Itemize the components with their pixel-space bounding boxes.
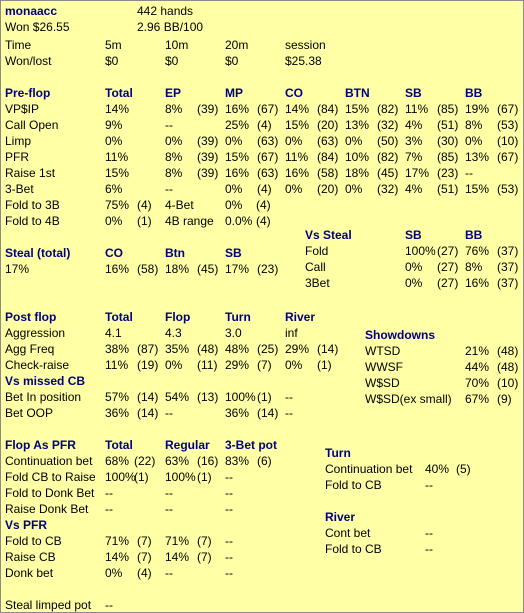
preflop-row-cell: (4) (257, 118, 272, 132)
time-20m: 20m (225, 38, 249, 52)
postflop-row-cell: 0% (165, 358, 183, 372)
fold-to-4b-label: Fold to 4B (5, 214, 60, 228)
steal-limped-pot-value: -- (105, 598, 113, 612)
vs-steal-row-cell: (37) (497, 244, 519, 258)
steal-col-co: CO (105, 246, 123, 260)
preflop-row-label: Raise 1st (5, 166, 56, 180)
flop-pfr-row-cell: (1) (134, 470, 149, 484)
preflop-row-cell: 9% (105, 118, 123, 132)
vs-steal-col-sb: SB (405, 228, 422, 242)
preflop-row-cell: 0% (465, 134, 483, 148)
fold-to-4b-value: 0% (105, 214, 123, 228)
river-row-cell: -- (425, 542, 433, 556)
preflop-row-cell: 15% (285, 118, 310, 132)
showdown-row-label: WTSD (365, 344, 401, 358)
four-bet-range-value: 0.0% (225, 214, 253, 228)
preflop-row-cell: (20) (317, 118, 339, 132)
preflop-row-cell: 8% (165, 150, 183, 164)
vs-steal-row-cell: 100% (405, 244, 436, 258)
vs-pfr-row-cell: (7) (197, 550, 212, 564)
vs-pfr-row-cell: -- (225, 566, 233, 580)
preflop-row-cell: 11% (405, 102, 429, 116)
flop-pfr-row-cell: -- (225, 470, 233, 484)
vs-pfr-row-label: Fold to CB (5, 534, 62, 548)
fold-to-3b-value: 75% (105, 198, 130, 212)
showdown-row-label: W$SD (365, 376, 400, 390)
preflop-row-cell: (53) (497, 182, 519, 196)
turn-row-cell: 40% (425, 462, 450, 476)
flop-pfr-row-cell: -- (105, 502, 113, 516)
vs-steal-row-cell: (27) (437, 276, 459, 290)
steal-col-sb: SB (225, 246, 242, 260)
preflop-row-cell: -- (465, 166, 473, 180)
preflop-row-cell: 18% (345, 166, 370, 180)
preflop-row-cell: (58) (317, 166, 339, 180)
preflop-row-cell: (45) (377, 166, 399, 180)
preflop-row-cell: 19% (465, 102, 490, 116)
preflop-row-cell: 3% (405, 134, 423, 148)
vs-steal-col-bb: BB (465, 228, 483, 242)
preflop-row-cell: (82) (377, 102, 399, 116)
preflop-row-cell: (84) (317, 150, 339, 164)
preflop-row-cell: (10) (497, 134, 519, 148)
fold-to-3b-count: (4) (137, 198, 152, 212)
postflop-row-cell: (87) (137, 342, 159, 356)
turn-row-cell: (5) (456, 462, 471, 476)
postflop-row-cell: 38% (105, 342, 130, 356)
turn-row-label: Continuation bet (325, 462, 413, 476)
steal-col-btn: Btn (165, 246, 185, 260)
preflop-row-cell: 11% (285, 150, 309, 164)
flop-pfr-row-label: Fold to Donk Bet (5, 486, 95, 500)
preflop-row-cell: (84) (317, 102, 339, 116)
vs-steal-row-cell: (27) (437, 260, 459, 274)
missed-cb-row-cell: 100% (225, 390, 256, 404)
postflop-row-cell: (25) (257, 342, 279, 356)
postflop-col-total: Total (105, 310, 133, 324)
vs-steal-row-label: Call (305, 260, 326, 274)
postflop-header: Post flop (5, 310, 57, 324)
showdown-row-cell: (48) (497, 344, 519, 358)
turn-row-label: Fold to CB (325, 478, 382, 492)
postflop-row-cell: 0% (285, 358, 303, 372)
showdown-row-cell: (9) (497, 392, 512, 406)
preflop-row-cell: (20) (317, 182, 339, 196)
preflop-row-cell: -- (165, 182, 173, 196)
postflop-row-label: Check-raise (5, 358, 70, 372)
flop-pfr-row-cell: -- (225, 486, 233, 500)
preflop-header: Pre-flop (5, 86, 51, 100)
preflop-row-cell: 16% (285, 166, 310, 180)
preflop-row-cell: 0% (285, 134, 303, 148)
vs-pfr-row-cell: 71% (165, 534, 190, 548)
preflop-row-cell: (39) (197, 134, 219, 148)
preflop-row-cell: 10% (345, 150, 370, 164)
steal-total-header: Steal (total) (5, 246, 71, 260)
wonlost-label: Won/lost (5, 54, 52, 68)
river-row-cell: -- (425, 526, 433, 540)
showdown-row-cell: 21% (465, 344, 490, 358)
preflop-row-cell: 0% (345, 182, 363, 196)
river-row-label: Cont bet (325, 526, 371, 540)
missed-cb-row-cell: (14) (137, 390, 159, 404)
preflop-row-cell: 4% (405, 182, 423, 196)
preflop-row-cell: 8% (465, 118, 483, 132)
vs-pfr-row-cell: 14% (165, 550, 190, 564)
flop-pfr-row-cell: -- (165, 486, 173, 500)
preflop-col-total: Total (105, 86, 133, 100)
vs-steal-row-cell: 0% (405, 276, 423, 290)
postflop-row-cell: inf (285, 326, 298, 340)
preflop-row-cell: 14% (285, 102, 310, 116)
preflop-row-cell: (32) (377, 182, 399, 196)
flop-pfr-row-cell: -- (165, 502, 173, 516)
vs-steal-row-label: 3Bet (305, 276, 330, 290)
missed-cb-row-cell: (1) (257, 390, 272, 404)
postflop-row-cell: (14) (317, 342, 339, 356)
turn-row-cell: -- (425, 478, 433, 492)
flop-pfr-row-label: Raise Donk Bet (5, 502, 89, 516)
preflop-col-mp: MP (225, 86, 243, 100)
preflop-row-cell: (30) (437, 134, 459, 148)
flop-pfr-header: Flop As PFR (5, 438, 76, 452)
river-header: River (325, 510, 356, 524)
preflop-row-cell: 0% (225, 134, 243, 148)
steal-co-count: (58) (137, 262, 159, 276)
postflop-row-cell: 48% (225, 342, 250, 356)
preflop-row-cell: 4% (405, 118, 423, 132)
preflop-row-cell: (63) (257, 166, 279, 180)
flop-pfr-row-cell: -- (225, 502, 233, 516)
preflop-row-cell: 6% (105, 182, 123, 196)
preflop-row-cell: (67) (257, 150, 279, 164)
missed-cb-row-cell: 54% (165, 390, 190, 404)
vs-steal-row-cell: 8% (465, 260, 483, 274)
postflop-row-cell: 29% (285, 342, 310, 356)
vs-pfr-row-cell: -- (165, 566, 173, 580)
preflop-row-cell: 15% (345, 102, 370, 116)
time-10m: 10m (165, 38, 189, 52)
preflop-row-cell: (23) (437, 166, 459, 180)
postflop-row-cell: 29% (225, 358, 250, 372)
steal-btn-value: 18% (165, 262, 190, 276)
preflop-row-cell: (85) (437, 102, 459, 116)
fold-to-3b-label: Fold to 3B (5, 198, 60, 212)
flop-pfr-row-label: Fold CB to Raise (5, 470, 96, 484)
vs-pfr-row-label: Raise CB (5, 550, 56, 564)
flop-pfr-row-cell: (6) (257, 454, 272, 468)
flop-pfr-row-cell: 68% (105, 454, 130, 468)
missed-cb-row-cell: -- (285, 390, 293, 404)
four-bet-range-label: 4B range (165, 214, 214, 228)
flop-pfr-col-regular: Regular (165, 438, 210, 452)
river-row-label: Fold to CB (325, 542, 382, 556)
preflop-row-cell: (53) (497, 118, 519, 132)
steal-total-value: 17% (5, 262, 30, 276)
vs-pfr-row-label: Donk bet (5, 566, 54, 580)
fold-to-4b-count: (1) (137, 214, 152, 228)
time-label: Time (5, 38, 32, 52)
preflop-row-cell: (32) (377, 118, 399, 132)
vs-steal-row-cell: 76% (465, 244, 490, 258)
preflop-row-cell: (63) (317, 134, 339, 148)
steal-limped-pot-label: Steal limped pot (5, 598, 92, 612)
preflop-row-label: Limp (5, 134, 32, 148)
vs-steal-row-cell: (37) (497, 276, 519, 290)
preflop-row-cell: (51) (437, 118, 459, 132)
preflop-row-cell: 0% (165, 134, 183, 148)
vs-pfr-row-cell: (7) (137, 534, 152, 548)
postflop-row-cell: 4.3 (165, 326, 182, 340)
preflop-row-cell: (39) (197, 150, 219, 164)
postflop-row-label: Aggression (5, 326, 66, 340)
showdown-row-cell: 70% (465, 376, 490, 390)
vs-pfr-row-cell: (7) (137, 550, 152, 564)
preflop-row-cell: 13% (465, 150, 490, 164)
showdown-row-label: W$SD(ex small) (365, 392, 452, 406)
four-bet-count: (4) (256, 198, 271, 212)
preflop-row-cell: 0% (105, 134, 123, 148)
postflop-row-cell: 11% (105, 358, 129, 372)
preflop-row-cell: 8% (165, 166, 183, 180)
preflop-row-cell: (67) (497, 102, 519, 116)
preflop-col-sb: SB (405, 86, 422, 100)
missed-cb-row-cell: -- (165, 406, 173, 420)
preflop-col-ep: EP (165, 86, 182, 100)
preflop-row-cell: (67) (497, 150, 519, 164)
showdown-row-cell: (10) (497, 376, 519, 390)
vs-steal-row-cell: (27) (437, 244, 459, 258)
four-bet-value: 0% (225, 198, 243, 212)
missed-cb-row-cell: (14) (257, 406, 279, 420)
wonlost-10m: $0 (165, 54, 179, 68)
postflop-col-turn: Turn (225, 310, 251, 324)
player-name: monaacc (5, 4, 58, 18)
preflop-row-cell: 16% (225, 102, 250, 116)
missed-cb-row-cell: (13) (197, 390, 219, 404)
preflop-row-label: PFR (5, 150, 29, 164)
preflop-row-cell: 14% (105, 102, 130, 116)
flop-pfr-col-3bet-pot: 3-Bet pot (225, 438, 277, 452)
steal-co-value: 16% (105, 262, 130, 276)
preflop-row-cell: (63) (257, 134, 279, 148)
time-5m: 5m (105, 38, 122, 52)
preflop-row-label: Call Open (5, 118, 59, 132)
vs-pfr-row-cell: -- (225, 534, 233, 548)
steal-btn-count: (45) (197, 262, 219, 276)
preflop-col-bb: BB (465, 86, 483, 100)
vs-steal-row-cell: 0% (405, 260, 423, 274)
showdown-row-cell: (48) (497, 360, 519, 374)
preflop-row-cell: 0% (345, 134, 363, 148)
turn-header: Turn (325, 446, 351, 460)
preflop-row-cell: (50) (377, 134, 399, 148)
preflop-row-label: 3-Bet (5, 182, 34, 196)
preflop-row-cell: 0% (225, 182, 243, 196)
showdown-row-label: WWSF (365, 360, 403, 374)
vs-pfr-row-cell: -- (225, 550, 233, 564)
vs-pfr-row-cell: (7) (197, 534, 212, 548)
flop-pfr-row-label: Continuation bet (5, 454, 93, 468)
postflop-row-cell: 35% (165, 342, 190, 356)
flop-pfr-col-total: Total (105, 438, 133, 452)
postflop-row-cell: 3.0 (225, 326, 242, 340)
postflop-row-cell: (48) (197, 342, 219, 356)
missed-cb-row-cell: 36% (225, 406, 250, 420)
vs-missed-cb-header: Vs missed CB (5, 374, 86, 388)
preflop-row-cell: 15% (465, 182, 490, 196)
vs-pfr-row-cell: 14% (105, 550, 130, 564)
postflop-row-label: Agg Freq (5, 342, 55, 356)
vs-steal-row-label: Fold (305, 244, 329, 258)
flop-pfr-row-cell: 100% (165, 470, 196, 484)
vs-pfr-row-cell: 71% (105, 534, 130, 548)
bb-per-100: 2.96 BB/100 (137, 20, 204, 34)
vs-pfr-header: Vs PFR (5, 518, 48, 532)
vs-steal-row-cell: 16% (465, 276, 490, 290)
missed-cb-row-label: Bet OOP (5, 406, 54, 420)
preflop-row-cell: (51) (437, 182, 459, 196)
four-bet-range-count: (4) (256, 214, 271, 228)
showdown-row-cell: 67% (465, 392, 490, 406)
steal-sb-count: (23) (257, 262, 279, 276)
preflop-row-label: VP$IP (5, 102, 40, 116)
preflop-row-cell: (82) (377, 150, 399, 164)
vs-steal-header: Vs Steal (305, 228, 352, 242)
flop-pfr-row-cell: 83% (225, 454, 250, 468)
preflop-row-cell: 15% (225, 150, 250, 164)
flop-pfr-row-cell: (1) (197, 470, 212, 484)
preflop-row-cell: 25% (225, 118, 250, 132)
missed-cb-row-cell: 57% (105, 390, 130, 404)
preflop-row-cell: (67) (257, 102, 279, 116)
postflop-row-cell: (19) (137, 358, 159, 372)
preflop-row-cell: 15% (105, 166, 130, 180)
preflop-col-btn: BTN (345, 86, 370, 100)
vs-pfr-row-cell: (4) (137, 566, 152, 580)
postflop-col-flop: Flop (165, 310, 191, 324)
showdown-row-cell: 44% (465, 360, 490, 374)
postflop-col-river: River (285, 310, 316, 324)
four-bet-label: 4-Bet (165, 198, 194, 212)
preflop-row-cell: 11% (105, 150, 129, 164)
vs-steal-row-cell: (37) (497, 260, 519, 274)
wonlost-20m: $0 (225, 54, 239, 68)
preflop-row-cell: (85) (437, 150, 459, 164)
postflop-row-cell: 4.1 (105, 326, 122, 340)
preflop-row-cell: 17% (405, 166, 430, 180)
showdowns-header: Showdowns (365, 328, 435, 342)
flop-pfr-row-cell: (16) (197, 454, 219, 468)
flop-pfr-row-cell: 100% (105, 470, 136, 484)
time-session: session (285, 38, 326, 52)
preflop-row-cell: 13% (345, 118, 370, 132)
preflop-row-cell: (39) (197, 102, 219, 116)
postflop-row-cell: (7) (257, 358, 272, 372)
preflop-row-cell: 16% (225, 166, 250, 180)
preflop-row-cell: -- (165, 118, 173, 132)
preflop-row-cell: 0% (285, 182, 303, 196)
wonlost-session: $25.38 (285, 54, 322, 68)
missed-cb-row-cell: -- (285, 406, 293, 420)
won-amount: Won $26.55 (5, 20, 70, 34)
missed-cb-row-label: Bet In position (5, 390, 82, 404)
preflop-row-cell: (39) (197, 166, 219, 180)
preflop-row-cell: 7% (405, 150, 423, 164)
steal-sb-value: 17% (225, 262, 250, 276)
preflop-row-cell: 8% (165, 102, 183, 116)
flop-pfr-row-cell: (22) (134, 454, 156, 468)
preflop-row-cell: (4) (257, 182, 272, 196)
flop-pfr-row-cell: 63% (165, 454, 190, 468)
missed-cb-row-cell: (14) (137, 406, 159, 420)
missed-cb-row-cell: 36% (105, 406, 130, 420)
postflop-row-cell: (11) (197, 358, 218, 372)
preflop-col-co: CO (285, 86, 303, 100)
wonlost-5m: $0 (105, 54, 119, 68)
vs-pfr-row-cell: 0% (105, 566, 123, 580)
hands-count: 442 hands (137, 4, 194, 18)
postflop-row-cell: (1) (317, 358, 332, 372)
flop-pfr-row-cell: -- (105, 486, 113, 500)
